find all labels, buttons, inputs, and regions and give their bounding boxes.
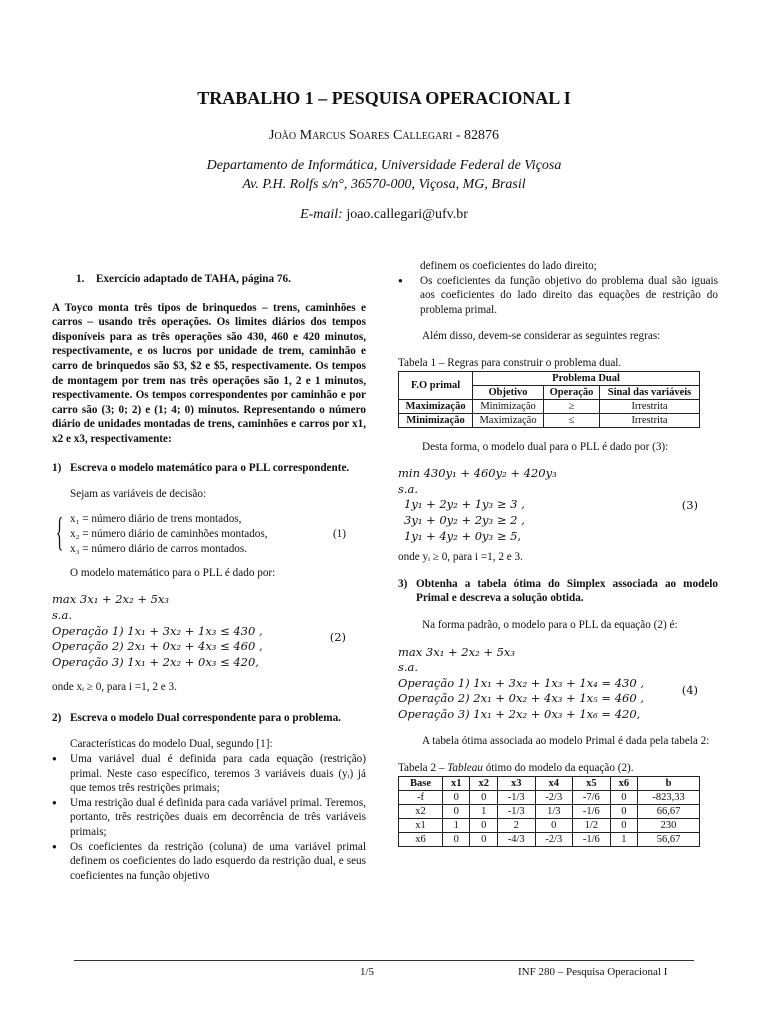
table-row: x1 1 0 2 0 1/2 0 230 <box>399 818 700 832</box>
primal-constraint-2: Operação 2) 2x₁ + 0x₂ + 4x₃ ≤ 460 , <box>52 639 263 654</box>
equation-label-2: (2) <box>329 630 346 645</box>
t2-header: x5 <box>573 776 611 790</box>
table-1-caption: Tabela 1 – Regras para construir o problema dual. <box>398 356 622 369</box>
affiliation-line-1: Departamento de Informática, Universidade Federal de Viçosa <box>206 158 562 173</box>
primal-nonnegativity: onde xᵢ ≥ 0, para i =1, 2 e 3. <box>52 681 177 694</box>
t1-header-sign: Sinal das variáveis <box>600 385 700 399</box>
email-label: E-mail: <box>300 207 343 222</box>
t2-header: x4 <box>535 776 573 790</box>
vars-intro: Sejam as variáveis de decisão: <box>70 488 207 501</box>
primal-constraint-1: Operação 1) 1x₁ + 3x₂ + 1x₃ ≤ 430 , <box>52 623 263 638</box>
decision-variables: { x₁ = número diário de trens montados, x₂ = número diário de caminhões montados, x₃ = número diário de carros montados. (1) <box>55 508 346 555</box>
table-row: x6 0 0 -4/3 -2/3 -1/6 1 56,67 <box>399 832 700 846</box>
primal-model <box>52 592 366 670</box>
email-address[interactable]: joao.callegari@ufv.br <box>346 207 468 222</box>
bullet-3-continued: definem os coeficientes do lado direito; <box>420 260 597 272</box>
bullet-1: ● Uma variável dual é definida para cada equação (restrição) primal. Neste caso específico, teremos 3 variáveis duais (yᵢ) já que temos três restrições primais; <box>52 752 366 796</box>
dual-constraint-1: 1y₁ + 2y₂ + 1y₃ ≥ 3 , <box>404 497 525 512</box>
left-column <box>52 272 366 883</box>
bullet-2: ● Uma restrição dual é definida para cada variável primal. Teremos, portanto, três restrições duais em decorrência de três variáveis primais; <box>52 796 366 840</box>
footer-rule <box>74 960 694 961</box>
std-constraint-2: Operação 2) 2x₁ + 0x₂ + 4x₃ + 1x₅ = 460 , <box>398 691 644 706</box>
optimal-intro: A tabela ótima associada ao modelo Primal é dada pela tabela 2: <box>422 735 710 748</box>
primal-objective: max 3x₁ + 2x₂ + 5x₃ <box>52 592 170 607</box>
equation-label-1: (1) <box>332 527 346 540</box>
std-constraint-1: Operação 1) 1x₁ + 3x₂ + 1x₃ + 1x₄ = 430 , <box>398 675 644 690</box>
section-1-heading: 1. Exercício adaptado de TAHA, página 76. <box>76 273 291 285</box>
affiliation <box>0 156 768 194</box>
equation-label-4: (4) <box>681 682 698 697</box>
t2-header: x1 <box>442 776 469 790</box>
bullet-3: ● Os coeficientes da restrição (coluna) de uma variável primal definem os coeficientes do lado esquerdo da restrição dual, e seus coeficientes na função objetivo <box>52 840 366 884</box>
paper-title: TRABALHO 1 – PESQUISA OPERACIONAL I <box>197 88 571 108</box>
author-line: João Marcus Soares Callegari - 82876 <box>269 128 499 143</box>
var-x2: x₂ = número diário de caminhões montados, <box>70 527 268 540</box>
table-row: Minimização Maximização ≤ Irrestrita <box>399 413 700 427</box>
dual-model <box>398 466 718 544</box>
rules-intro: Além disso, devem-se considerar as seguintes regras: <box>422 330 661 343</box>
table-row: x2 0 1 -1/3 1/3 -1/6 0 66,67 <box>399 804 700 818</box>
t2-header: Base <box>399 776 443 790</box>
dual-nonnegativity: onde yᵢ ≥ 0, para i =1, 2 e 3. <box>398 551 523 564</box>
primal-constraint-3: Operação 3) 1x₁ + 2x₂ + 0x₃ ≤ 420, <box>52 654 259 669</box>
dual-constraint-3: 1y₁ + 4y₂ + 0y₃ ≥ 5, <box>404 528 522 543</box>
dual-intro: Desta forma, o modelo dual para o PLL é dado por (3): <box>422 440 669 453</box>
footer-course: INF 280 – Pesquisa Operacional I <box>518 966 668 978</box>
var-x1: x₁ = número diário de trens montados, <box>70 512 242 525</box>
problem-statement: A Toyco monta três tipos de brinquedos – trens, caminhões e carros – usando três operações. Os limites diários dos tempos disponíveis para as três operações são 430, 460 e 420 minutos, respectivamente, e os lucros por unidade de trem, caminhão e carro de brinquedos são $3, $2 e $5, respectivamente. Os tempos de montagem por trem nas três operações são 1, 2 e 1 minutos, respectivamente. Os tempos correspondentes por caminhão e por carro são (3; 0; 2) e (1; 4; 0) minutos. Representando o número diário de unidades montadas de trens, caminhões e carros por x1, x2 e x3, respectivamente: <box>52 301 366 445</box>
t1-header-objective: Objetivo <box>473 385 544 399</box>
t1-header-fo: F.O primal <box>399 371 473 399</box>
model-intro: O modelo matemático para o PLL é dado por: <box>70 566 276 579</box>
affiliation-line-2: Av. P.H. Rolfs s/n°, 36570-000, Viçosa, MG, Brasil <box>242 177 526 192</box>
page-number: 1/5 <box>360 966 375 978</box>
t1-header-dual: Problema Dual <box>473 371 700 385</box>
right-column <box>398 259 718 847</box>
table-2-caption: Tabela 2 – Tableau ótimo do modelo da equação (2). <box>398 762 634 775</box>
standard-model <box>398 645 718 723</box>
std-objective: max 3x₁ + 2x₂ + 5x₃ <box>398 644 516 659</box>
primal-st: s.a. <box>52 607 73 622</box>
question-1-heading: 1) Escreva o modelo matemático para o PLL correspondente. <box>52 461 350 474</box>
dual-characteristics-intro: Características do modelo Dual, segundo [1]: <box>70 738 273 751</box>
t1-header-operation: Operação <box>543 385 599 399</box>
dual-objective: min 430y₁ + 460y₂ + 420y₃ <box>398 466 557 481</box>
equation-label-3: (3) <box>681 498 698 513</box>
table-2 <box>398 776 700 847</box>
standard-form-intro: Na forma padrão, o modelo para o PLL da equação (2) é: <box>422 618 678 631</box>
bullet-4: ● Os coeficientes da função objetivo do problema dual são iguais aos coeficientes do lado direito das equações de restrição do problema primal. <box>398 274 718 318</box>
t2-header: x2 <box>470 776 497 790</box>
t2-header: x3 <box>497 776 535 790</box>
dual-constraint-2: 3y₁ + 0y₂ + 2y₃ ≥ 2 , <box>404 512 525 527</box>
std-st: s.a. <box>398 660 419 675</box>
table-1 <box>398 371 700 428</box>
dual-st: s.a. <box>398 481 419 496</box>
table-row: -f 0 0 -1/3 -2/3 -7/6 0 -823,33 <box>399 790 700 804</box>
email-line <box>0 207 768 223</box>
question-2-heading: 2) Escreva o modelo Dual correspondente para o problema. <box>52 711 341 724</box>
t2-header: b <box>638 776 700 790</box>
table-row: Maximização Minimização ≥ Irrestrita <box>399 399 700 413</box>
t2-header: x6 <box>610 776 637 790</box>
question-3-heading: 3) Obtenha a tabela ótima do Simplex associada ao modelo Primal e descreva a solução obtida. <box>398 577 718 605</box>
std-constraint-3: Operação 3) 1x₁ + 2x₂ + 0x₃ + 1x₆ = 420, <box>398 706 641 721</box>
var-x3: x₃ = número diário de carros montados. <box>70 542 248 555</box>
